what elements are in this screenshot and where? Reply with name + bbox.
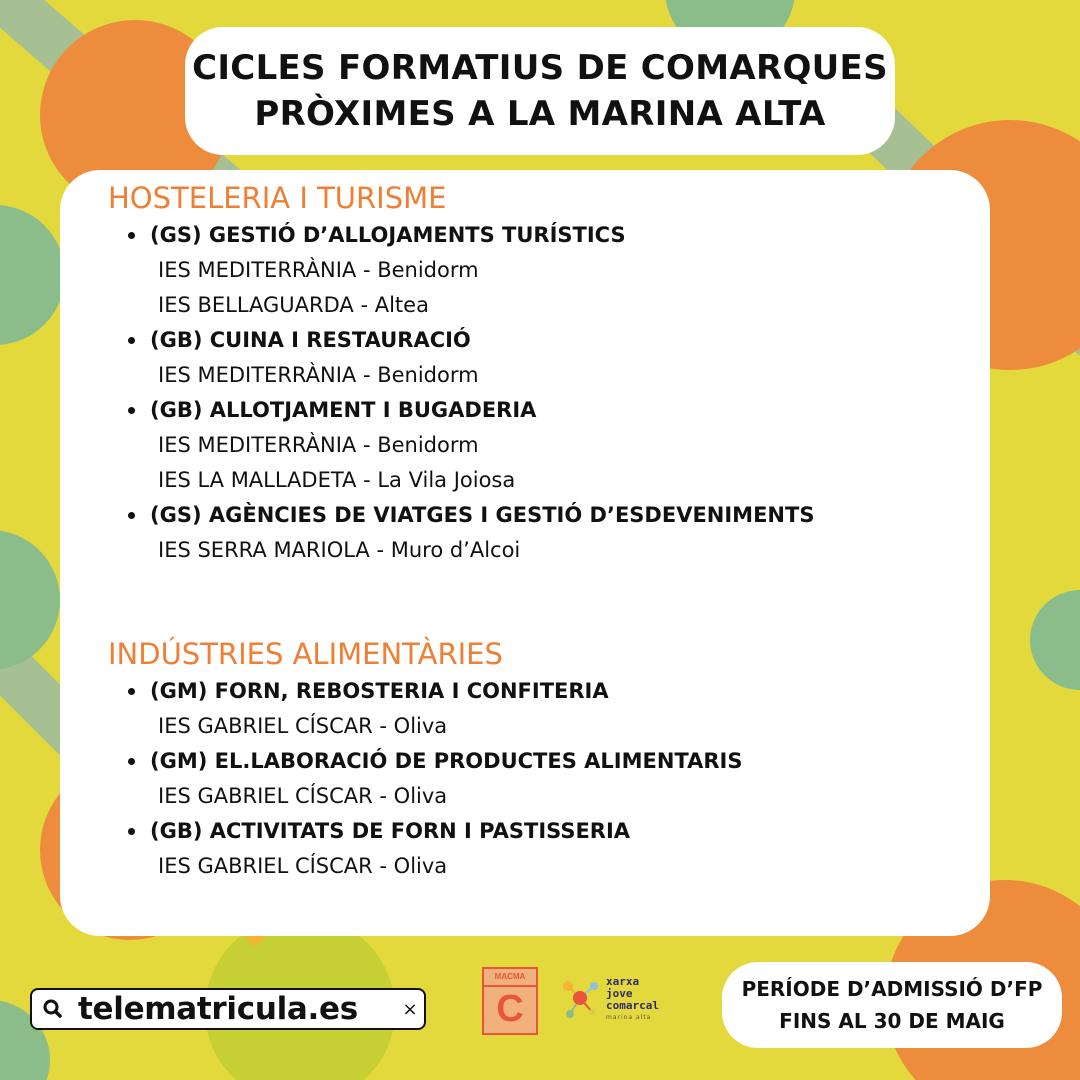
course-name: (GS) AGÈNCIES DE VIATGES I GESTIÓ D’ESDEVENIMENTS xyxy=(108,498,968,533)
comarcal-word: comarcal xyxy=(606,999,659,1012)
macma-logo-label: MACMA xyxy=(484,969,536,987)
course-item xyxy=(108,814,968,884)
admission-period-box xyxy=(722,962,1062,1048)
xarxa-jove-logo xyxy=(556,968,676,1032)
school-name: IES MEDITERRÀNIA - Benidorm xyxy=(158,363,479,387)
close-icon[interactable]: × xyxy=(402,998,418,1020)
school-name: IES MEDITERRÀNIA - Benidorm xyxy=(158,258,479,282)
section-title: INDÚSTRIES ALIMENTÀRIES xyxy=(108,637,503,671)
xarxa-network-icon xyxy=(556,968,606,1032)
period-line-1: PERÍODE D’ADMISSIÓ D’FP xyxy=(741,977,1043,1001)
section-title: HOSTELERIA I TURISME xyxy=(108,181,447,215)
page-title-line-2: PRÒXIMES A LA MARINA ALTA xyxy=(254,94,826,134)
school-name: IES BELLAGUARDA - Altea xyxy=(158,293,429,317)
course-name: (GB) ACTIVITATS DE FORN I PASTISSERIA xyxy=(108,814,968,849)
school-name: IES GABRIEL CÍSCAR - Oliva xyxy=(158,854,448,878)
course-item xyxy=(108,498,968,568)
search-bar[interactable] xyxy=(30,988,426,1030)
school-name: IES LA MALLADETA - La Vila Joiosa xyxy=(158,468,516,492)
course-name: (GS) GESTIÓ D’ALLOJAMENTS TURÍSTICS xyxy=(108,218,968,253)
section-industries xyxy=(108,634,968,884)
school-name: IES GABRIEL CÍSCAR - Oliva xyxy=(158,714,448,738)
xarxa-logo-sub: marina alta xyxy=(606,1014,652,1021)
course-item xyxy=(108,393,968,498)
course-name: (GB) ALLOTJAMENT I BUGADERIA xyxy=(108,393,968,428)
course-name: (GB) CUINA I RESTAURACIÓ xyxy=(108,323,968,358)
macma-logo xyxy=(482,967,538,1035)
school-name: IES GABRIEL CÍSCAR - Oliva xyxy=(158,784,448,808)
title-box xyxy=(185,27,895,155)
xarxa-logo-text xyxy=(606,976,659,1012)
period-line-2: FINS AL 30 DE MAIG xyxy=(779,1009,1005,1033)
page-title-line-1: CICLES FORMATIUS DE COMARQUES xyxy=(192,48,888,88)
course-item xyxy=(108,674,968,744)
course-name: (GM) EL.LABORACIÓ DE PRODUCTES ALIMENTARIS xyxy=(108,744,968,779)
school-name: IES MEDITERRÀNIA - Benidorm xyxy=(158,433,479,457)
course-item xyxy=(108,744,968,814)
xarxa-word: xarxa xyxy=(606,975,640,988)
school-name: IES SERRA MARIOLA - Muro d’Alcoi xyxy=(158,538,521,562)
course-item xyxy=(108,218,968,323)
jove-word: jove xyxy=(606,987,633,1000)
course-name: (GM) FORN, REBOSTERIA I CONFITERIA xyxy=(108,674,968,709)
content-card xyxy=(60,170,990,936)
section-hosteleria xyxy=(108,178,968,568)
course-item xyxy=(108,323,968,393)
macma-logo-letter: C xyxy=(496,988,524,1030)
search-text[interactable]: telematricula.es xyxy=(78,991,358,1027)
search-icon xyxy=(32,990,72,1028)
